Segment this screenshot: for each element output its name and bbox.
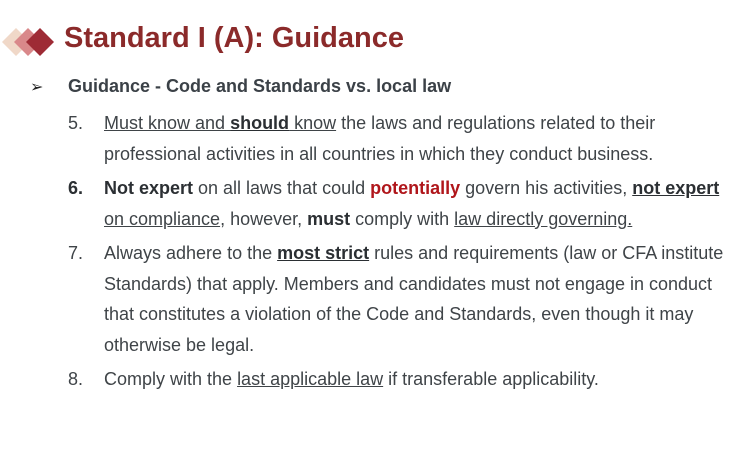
text-segment: must xyxy=(307,208,351,229)
text-segment: Comply with the xyxy=(104,369,238,389)
text-segment: on all laws that could xyxy=(193,178,371,198)
list-item-text xyxy=(104,238,728,360)
arrow-bullet-icon: ➢ xyxy=(30,79,44,96)
text-segment: last applicable law xyxy=(237,369,384,389)
text-segment: most strict xyxy=(277,243,370,263)
text-segment: Must know and xyxy=(104,113,231,133)
text-segment: know xyxy=(289,113,337,133)
text-segment: comply with xyxy=(350,208,455,229)
slide-title: Standard I (A): Guidance xyxy=(64,22,404,54)
list-item-number: 7. xyxy=(68,243,84,263)
list-item-number: 8. xyxy=(68,369,84,389)
text-segment: Not expert xyxy=(104,178,194,198)
list-item-text xyxy=(104,173,728,234)
text-segment: law directly governing. xyxy=(454,208,633,229)
text-segment: potentially xyxy=(370,178,461,198)
text-segment: on compliance xyxy=(104,208,221,229)
text-segment: Always adhere to the xyxy=(104,243,278,263)
text-segment: should xyxy=(230,113,290,133)
diamonds-logo-icon xyxy=(2,24,58,62)
text-segment: if transferable applicability. xyxy=(383,369,599,389)
list-item-number: 5. xyxy=(68,113,84,133)
list-item xyxy=(68,108,728,169)
subheading xyxy=(30,76,451,97)
list-item xyxy=(68,173,728,234)
list-item-text xyxy=(104,364,728,395)
text-segment: the laws and regulations related to their professional activities in all countries in which they conduct business. xyxy=(104,113,656,164)
list-item xyxy=(68,238,728,360)
list-item-number: 6. xyxy=(68,178,84,198)
text-segment: govern his activities, xyxy=(460,178,633,198)
subheading-text: Guidance - Code and Standards vs. local law xyxy=(68,76,452,96)
list-item xyxy=(68,364,728,395)
list-item-text xyxy=(104,108,728,169)
text-segment: rules and requirements (law or CFA institute Standards) that apply. Members and candidates must not engage in conduct that constitutes a violation of the Code and Standards, even though it may otherwise be legal. xyxy=(104,243,724,355)
text-segment: , however, xyxy=(220,208,308,229)
text-segment: not expert xyxy=(632,178,720,198)
numbered-list xyxy=(68,108,728,399)
